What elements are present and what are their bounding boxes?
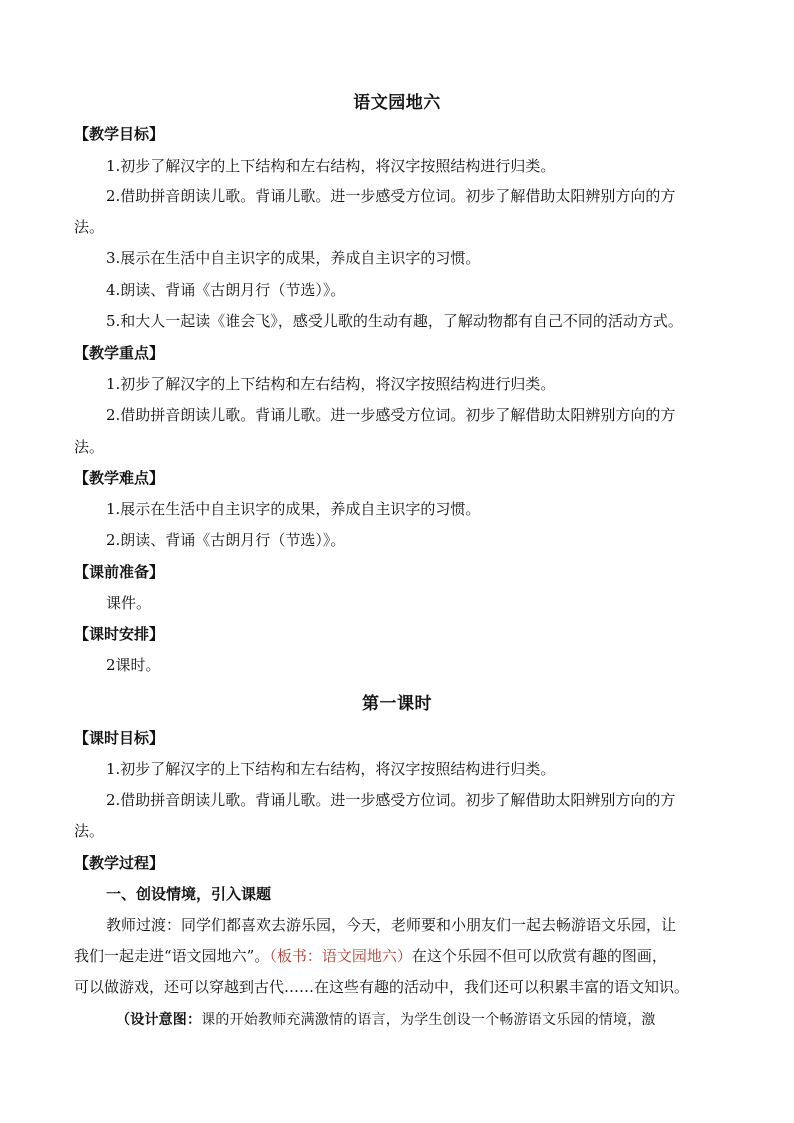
lesson-objective-item-continued: 法。 [74,822,105,840]
board-note: （板书：语文园地六） [269,947,412,965]
document-title: 语文园地六 [353,93,441,113]
paragraph-text: 在这个乐园不但可以欣赏有趣的图画， [411,947,667,965]
schedule-text: 2课时。 [106,656,161,674]
preparation-heading: 【课前准备】 [74,563,165,581]
objective-item: 5.和大人一起读《谁会飞》，感受儿歌的生动有趣，了解动物都有自己不同的活动方式。 [106,312,683,330]
lesson-objectives-heading: 【课时目标】 [74,729,165,747]
key-point-item-continued: 法。 [74,438,105,456]
difficulty-item: 1.展示在生活中自主识字的成果，养成自主识字的习惯。 [106,500,481,518]
key-point-item: 2.借助拼音朗读儿歌。背诵儿歌。进一步感受方位词。初步了解借助太阳辨别方向的方 [106,406,676,424]
objective-item-continued: 法。 [74,218,105,236]
difficulty-item: 2.朗读、背诵《古朗月行（节选）》。 [106,531,346,549]
paragraph-line [74,945,667,966]
schedule-heading: 【课时安排】 [74,625,165,643]
paragraph-text: 我们一起走进“语文园地六”。 [74,947,270,965]
lesson-objective-item: 2.借助拼音朗读儿歌。背诵儿歌。进一步感受方位词。初步了解借助太阳辨别方向的方 [106,791,676,809]
lesson-objective-item: 1.初步了解汉字的上下结构和左右结构，将汉字按照结构进行归类。 [106,760,556,778]
key-point-item: 1.初步了解汉字的上下结构和左右结构，将汉字按照结构进行归类。 [106,375,556,393]
key-points-heading: 【教学重点】 [74,344,165,362]
objective-item: 1.初步了解汉字的上下结构和左右结构，将汉字按照结构进行归类。 [106,157,556,175]
design-intent-text: 课的开始教师充满激情的语言，为学生创设一个畅游语文乐园的情境，激 [201,1012,656,1028]
paragraph-line: 可以做游戏，还可以穿越到古代……在这些有趣的活动中，我们还可以积累丰富的语文知识。 [74,978,690,996]
process-heading: 【教学过程】 [74,854,165,872]
objective-item: 3.展示在生活中自主识字的成果，养成自主识字的习惯。 [106,249,481,267]
preparation-text: 课件。 [106,594,152,612]
objectives-heading: 【教学目标】 [74,125,165,143]
difficulties-heading: 【教学难点】 [74,469,165,487]
design-intent-label: （设计意图： [116,1012,202,1028]
design-intent-note [116,1009,656,1029]
objective-item: 4.朗读、背诵《古朗月行（节选）》。 [106,281,346,299]
objective-item: 2.借助拼音朗读儿歌。背诵儿歌。进一步感受方位词。初步了解借助太阳辨别方向的方 [106,187,676,205]
paragraph-line: 教师过渡：同学们都喜欢去游乐园，今天，老师要和小朋友们一起去畅游语文乐园，让 [106,916,677,934]
step-title: 一、创设情境，引入课题 [106,885,272,903]
lesson-title: 第一课时 [362,694,432,714]
